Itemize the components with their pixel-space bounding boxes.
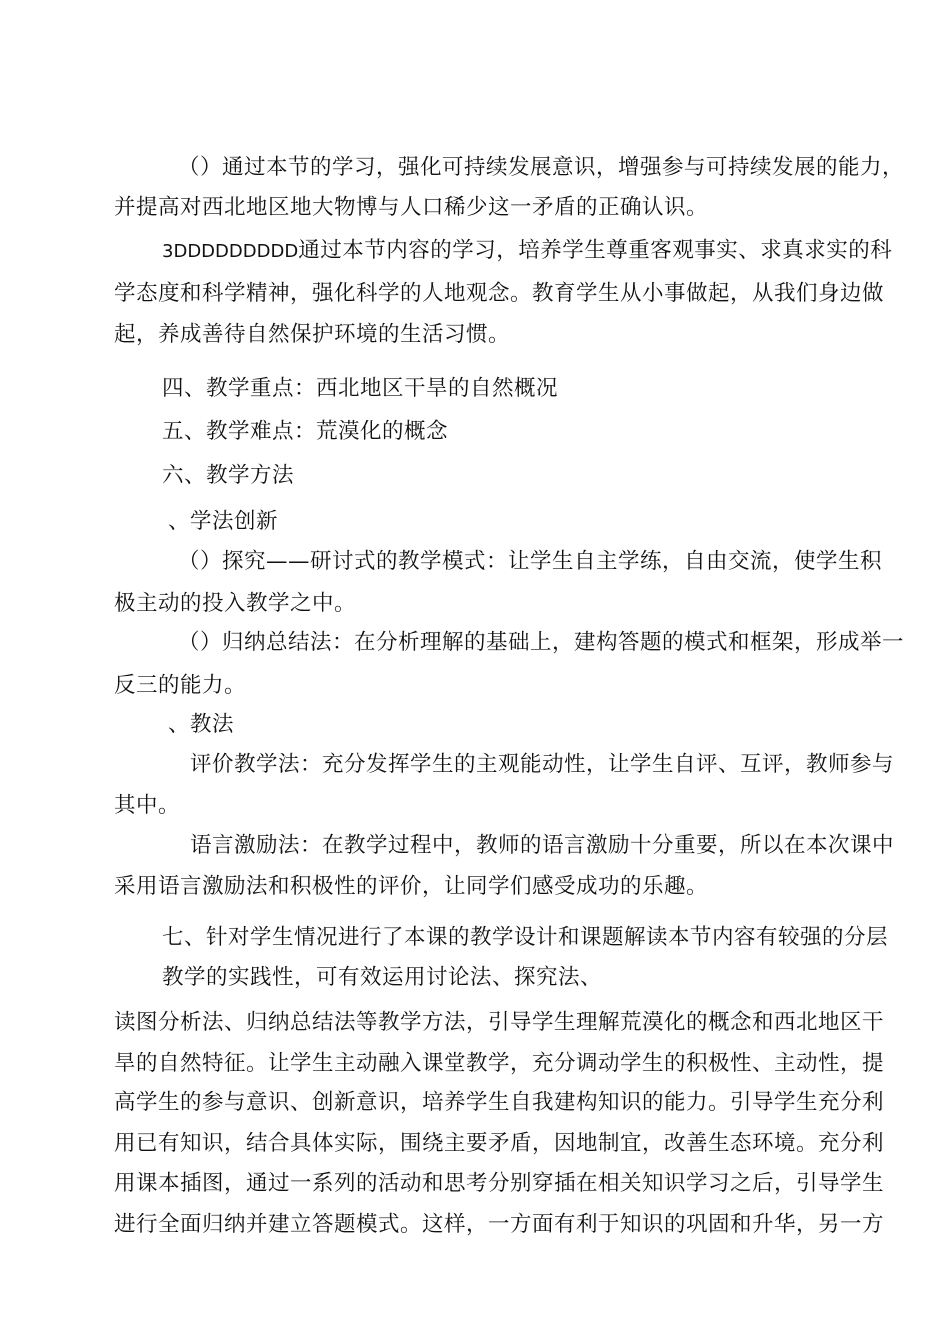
paragraph-line: （）归纳总结法：在分析理解的基础上，建构答题的模式和框架，形成举一 [178, 630, 905, 655]
paragraph-line: 反三的能力。 [114, 673, 247, 698]
paragraph-line: 起，养成善待自然保护环境的生活习惯。 [114, 322, 511, 347]
paragraph-line: 语言激励法：在教学过程中，教师的语言激励十分重要，所以在本次课中 [190, 833, 895, 858]
subsection-heading: 、学法创新 [168, 509, 279, 534]
paragraph-line: 并提高对西北地区地大物博与人口稀少这一矛盾的正确认识。 [114, 195, 709, 220]
paragraph-line: 其中。 [114, 793, 181, 818]
paragraph-line: 采用语言激励法和积极性的评价，让同学们感受成功的乐趣。 [114, 874, 709, 899]
paragraph-line: 评价教学法：充分发挥学生的主观能动性，让学生自评、互评，教师参与 [190, 752, 895, 777]
section-heading: 六、教学方法 [162, 463, 295, 488]
paragraph-text: 通过本节内容的学习，培养学生尊重客观事实、求真求实的科 [298, 238, 893, 263]
paragraph-line: （）通过本节的学习，强化可持续发展意识，增强参与可持续发展的能力， [178, 155, 905, 180]
paragraph-line: 高学生的参与意识、创新意识，培养学生自我建构知识的能力。引导学生充分利 [114, 1090, 885, 1115]
paragraph-line [162, 236, 892, 267]
section-heading: 七、针对学生情况进行了本课的教学设计和课题解读本节内容有较强的分层 [162, 925, 889, 950]
paragraph-line: 进行全面归纳并建立答题模式。这样，一方面有利于知识的巩固和升华，另一方 [114, 1212, 885, 1237]
section-heading: 四、教学重点：西北地区干旱的自然概况 [162, 376, 559, 401]
paragraph-line: 读图分析法、归纳总结法等教学方法，引导学生理解荒漠化的概念和西北地区干 [114, 1010, 885, 1035]
paragraph-line: 旱的自然特征。让学生主动融入课堂教学，充分调动学生的积极性、主动性，提 [114, 1051, 885, 1076]
numbering-prefix: 3DDDDDDDDD [162, 241, 299, 262]
paragraph-line: 极主动的投入教学之中。 [114, 591, 357, 616]
section-heading: 五、教学难点：荒漠化的概念 [162, 419, 449, 444]
paragraph-line: （）探究——研讨式的教学模式：让学生自主学练，自由交流，使学生积 [178, 549, 883, 574]
paragraph-line: 用课本插图，通过一系列的活动和思考分别穿插在相关知识学习之后，引导学生 [114, 1171, 885, 1196]
paragraph-line: 用已有知识，结合具体实际，围绕主要矛盾，因地制宜，改善生态环境。充分利 [114, 1131, 885, 1156]
paragraph-line: 学态度和科学精神，强化科学的人地观念。教育学生从小事做起，从我们身边做 [114, 281, 885, 306]
subsection-heading: 、教法 [168, 712, 235, 737]
paragraph-line: 教学的实践性，可有效运用讨论法、探究法、 [162, 965, 603, 990]
